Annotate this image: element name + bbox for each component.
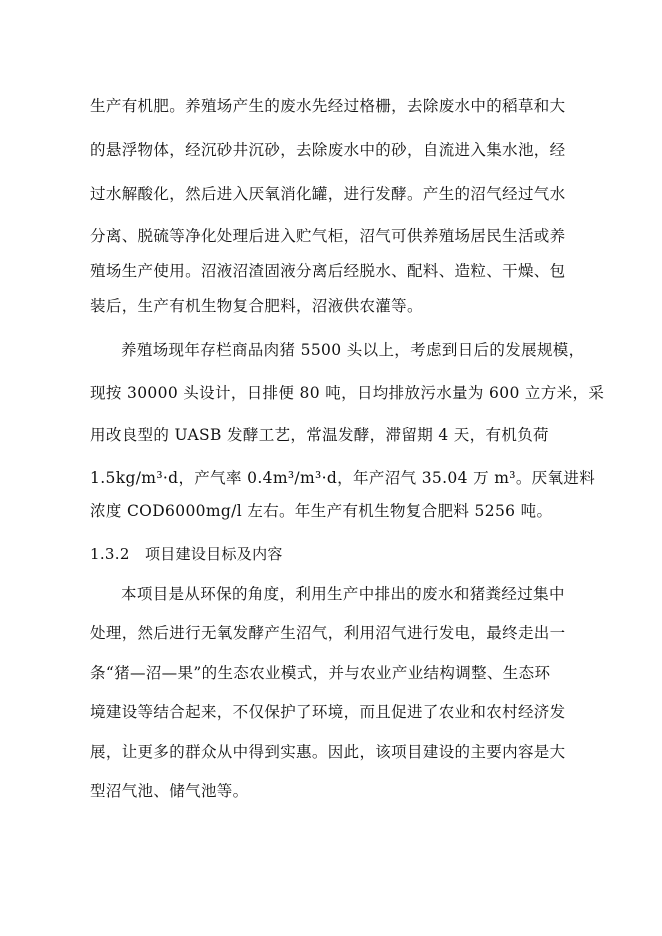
paragraph-1-line-5: 殖场生产使用。沼液沼渣固液分离后经脱水、配料、造粒、干燥、包 [90,262,566,280]
paragraph-2-line-5: 浓度 COD6000mg/l 左右。年生产有机生物复合肥料 5256 吨。 [90,502,553,520]
paragraph-1-line-1: 生产有机肥。养殖场产生的废水先经过格栅，去除废水中的稻草和大 [90,97,566,115]
paragraph-2-line-4: 1.5kg/m³·d，产气率 0.4m³/m³·d，年产沼气 35.04 万 m³。厌氧进料 [90,469,596,487]
paragraph-1-line-6: 装后，生产有机生物复合肥料，沼液供农灌等。 [90,297,423,315]
paragraph-3-line-2: 处理，然后进行无氧发酵产生沼气，利用沼气进行发电，最终走出一 [90,624,566,642]
paragraph-3-line-1: 本项目是从环保的角度，利用生产中排出的废水和猪粪经过集中 [121,585,565,603]
paragraph-3-line-6: 型沼气池、储气池等。 [90,782,249,800]
paragraph-2-line-3: 用改良型的 UASB 发酵工艺，常温发酵，滞留期 4 天，有机负荷 [90,426,549,444]
section-heading: 1.3.2 项目建设目标及内容 [90,545,283,563]
paragraph-2-line-1: 养殖场现年存栏商品肉猪 5500 头以上，考虑到日后的发展规模， [121,341,585,359]
paragraph-3-line-3: 条“猪—沼—果”的生态农业模式，并与农业产业结构调整、生态环 [90,664,551,682]
paragraph-2-line-2: 现按 30000 头设计，日排便 80 吨，日均排放污水量为 600 立方米，采 [90,384,605,402]
paragraph-3-line-5: 展，让更多的群众从中得到实惠。因此，该项目建设的主要内容是大 [90,743,566,761]
paragraph-3-line-4: 境建设等结合起来，不仅保护了环境，而且促进了农业和农村经济发 [90,703,566,721]
paragraph-1-line-4: 分离、脱硫等净化处理后进入贮气柜，沼气可供养殖场居民生活或养 [90,227,566,245]
paragraph-1-line-2: 的悬浮物体，经沉砂井沉砂，去除废水中的砂，自流进入集水池，经 [90,141,566,159]
paragraph-1-line-3: 过水解酸化，然后进入厌氧消化罐，进行发酵。产生的沼气经过气水 [90,185,566,203]
